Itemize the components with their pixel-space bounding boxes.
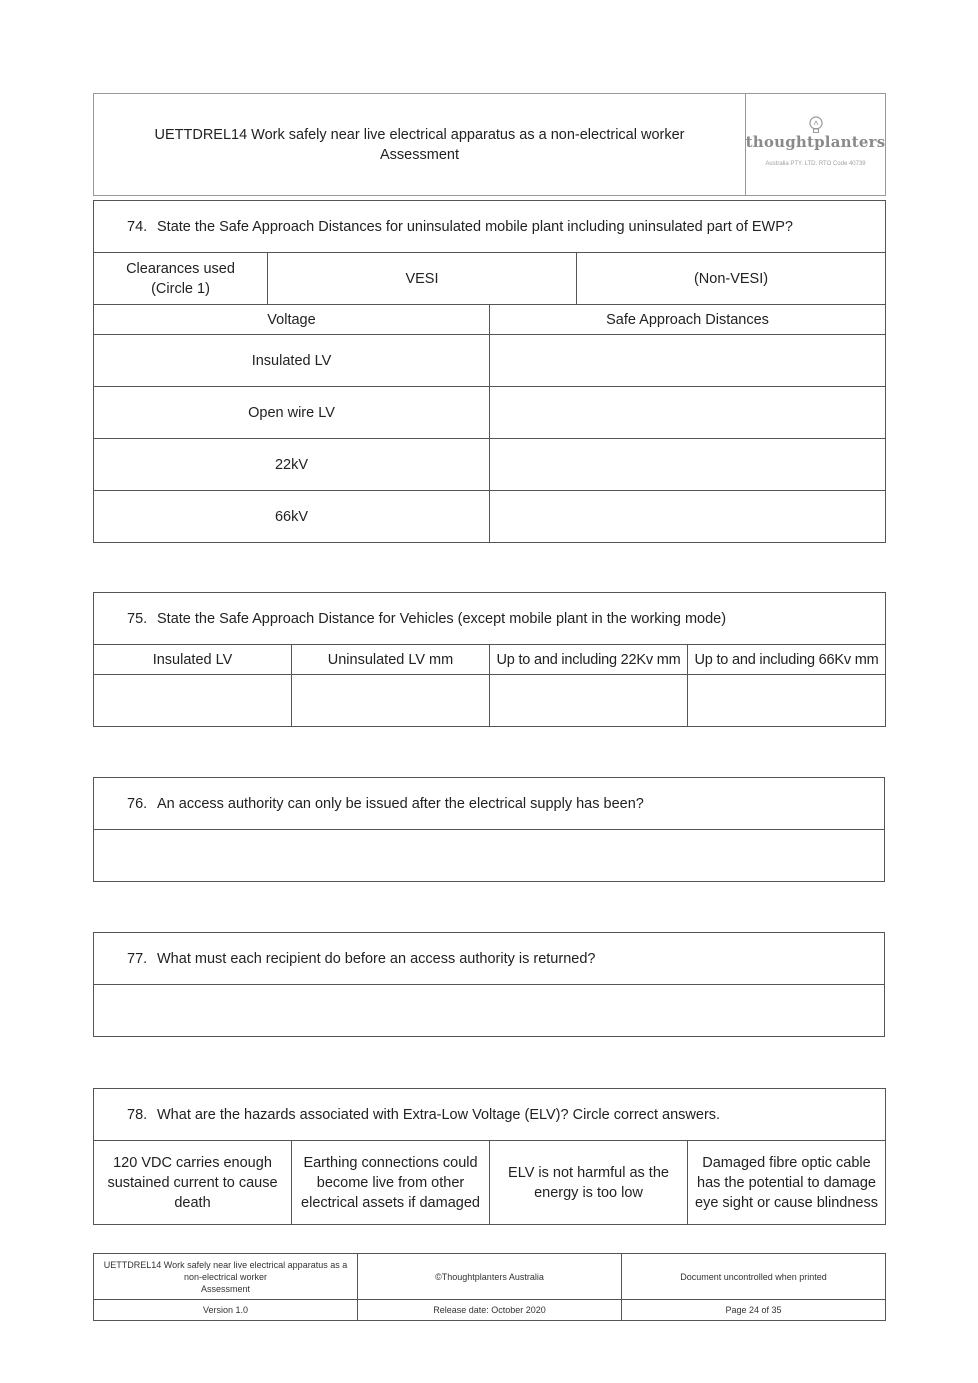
q74-col-voltage: Voltage: [94, 305, 490, 335]
q74-clearances-line1: Clearances used: [126, 260, 235, 277]
q74-row-answer[interactable]: [490, 491, 886, 543]
logo-subtitle: Australia PTY. LTD. RTO Code 40739: [765, 160, 866, 167]
footer-uncontrolled: Document uncontrolled when printed: [622, 1254, 886, 1300]
q77-question: [94, 933, 885, 985]
q74-clearances-label: [94, 253, 268, 305]
q75-answer-cell[interactable]: [688, 675, 886, 727]
q74-number: 74.: [127, 218, 148, 235]
q74-row-voltage: Insulated LV: [94, 335, 490, 387]
q76-table: [93, 777, 885, 882]
q75-col-header: Uninsulated LV mm: [292, 645, 490, 675]
document-title-line1: UETTDREL14 Work safely near live electrical apparatus as a non-electrical worker: [154, 126, 685, 143]
q77-table: [93, 932, 885, 1037]
q75-answer-cell[interactable]: [94, 675, 292, 727]
q75-text: State the Safe Approach Distance for Vehicles (except mobile plant in the working mode): [157, 610, 727, 627]
q76-question: [94, 778, 885, 830]
q74-row-voltage: 66kV: [94, 491, 490, 543]
q78-option-1[interactable]: [94, 1141, 292, 1225]
q74-clearances-line2: (Circle 1): [151, 280, 210, 297]
document-title: [94, 94, 746, 196]
q74-row-answer[interactable]: [490, 335, 886, 387]
q78-option-2-line: Earthing connections could: [303, 1154, 478, 1171]
q75-answer-cell[interactable]: [292, 675, 490, 727]
footer-doc-line2: non-electrical worker: [183, 1271, 268, 1282]
logo-wordmark: thoughtplanters: [745, 132, 886, 151]
footer-document-name: [94, 1254, 358, 1300]
q75-col-header: Insulated LV: [94, 645, 292, 675]
q78-option-2-line: electrical assets if damaged: [301, 1194, 480, 1211]
q78-option-2-line: become live from other: [316, 1174, 465, 1191]
q74-row-answer[interactable]: [490, 387, 886, 439]
q74-text: State the Safe Approach Distances for uninsulated mobile plant including uninsulated part of EWP?: [157, 218, 793, 235]
footer-doc-line1: UETTDREL14 Work safely near live electrical apparatus as a: [103, 1259, 348, 1270]
footer-page-number: Page 24 of 35: [622, 1300, 886, 1321]
q77-number: 77.: [127, 950, 148, 967]
footer-release-date: Release date: October 2020: [358, 1300, 622, 1321]
q77-text: What must each recipient do before an access authority is returned?: [157, 950, 596, 967]
footer-version: Version 1.0: [94, 1300, 358, 1321]
q74-question: [94, 201, 886, 253]
q78-option-4[interactable]: [688, 1141, 886, 1225]
thoughtplanters-logo: [746, 116, 885, 174]
q74-vesi-option[interactable]: VESI: [268, 253, 577, 305]
q75-col-header: Up to and including 66Kv mm: [688, 645, 886, 675]
q74-table: [93, 200, 886, 543]
q75-question: [94, 593, 886, 645]
q77-answer-cell[interactable]: [94, 985, 885, 1037]
q74-non-vesi-option[interactable]: (Non-VESI): [577, 253, 886, 305]
q75-table: [93, 592, 886, 727]
logo-cell: [746, 94, 886, 196]
q78-question: [94, 1089, 886, 1141]
q74-row-voltage: 22kV: [94, 439, 490, 491]
q75-number: 75.: [127, 610, 148, 627]
q78-option-1-line: death: [174, 1194, 211, 1211]
q78-number: 78.: [127, 1106, 148, 1123]
q78-option-3[interactable]: [490, 1141, 688, 1225]
footer-copyright: ©Thoughtplanters Australia: [358, 1254, 622, 1300]
q78-option-4-line: Damaged fibre optic cable: [702, 1154, 871, 1171]
q78-option-4-line: eye sight or cause blindness: [695, 1194, 878, 1211]
document-title-line2: Assessment: [380, 146, 459, 163]
q78-option-2[interactable]: [292, 1141, 490, 1225]
header-table: [93, 93, 886, 196]
q74-col-sad: Safe Approach Distances: [490, 305, 886, 335]
q76-text: An access authority can only be issued after the electrical supply has been?: [157, 795, 644, 812]
q74-row-voltage: Open wire LV: [94, 387, 490, 439]
q78-option-1-line: 120 VDC carries enough: [113, 1154, 272, 1171]
footer-doc-line3: Assessment: [200, 1283, 251, 1294]
q78-option-3-line: ELV is not harmful as the: [508, 1164, 669, 1181]
q76-answer-cell[interactable]: [94, 830, 885, 882]
q78-option-4-line: has the potential to damage: [697, 1174, 876, 1191]
q78-text: What are the hazards associated with Extra-Low Voltage (ELV)? Circle correct answers.: [157, 1106, 721, 1123]
q78-option-3-line: energy is too low: [534, 1184, 643, 1201]
q74-row-answer[interactable]: [490, 439, 886, 491]
q76-number: 76.: [127, 795, 148, 812]
q75-answer-cell[interactable]: [490, 675, 688, 727]
footer-table: [93, 1253, 886, 1321]
q78-option-1-line: sustained current to cause: [107, 1174, 278, 1191]
q78-table: [93, 1088, 886, 1225]
q75-col-header: Up to and including 22Kv mm: [490, 645, 688, 675]
